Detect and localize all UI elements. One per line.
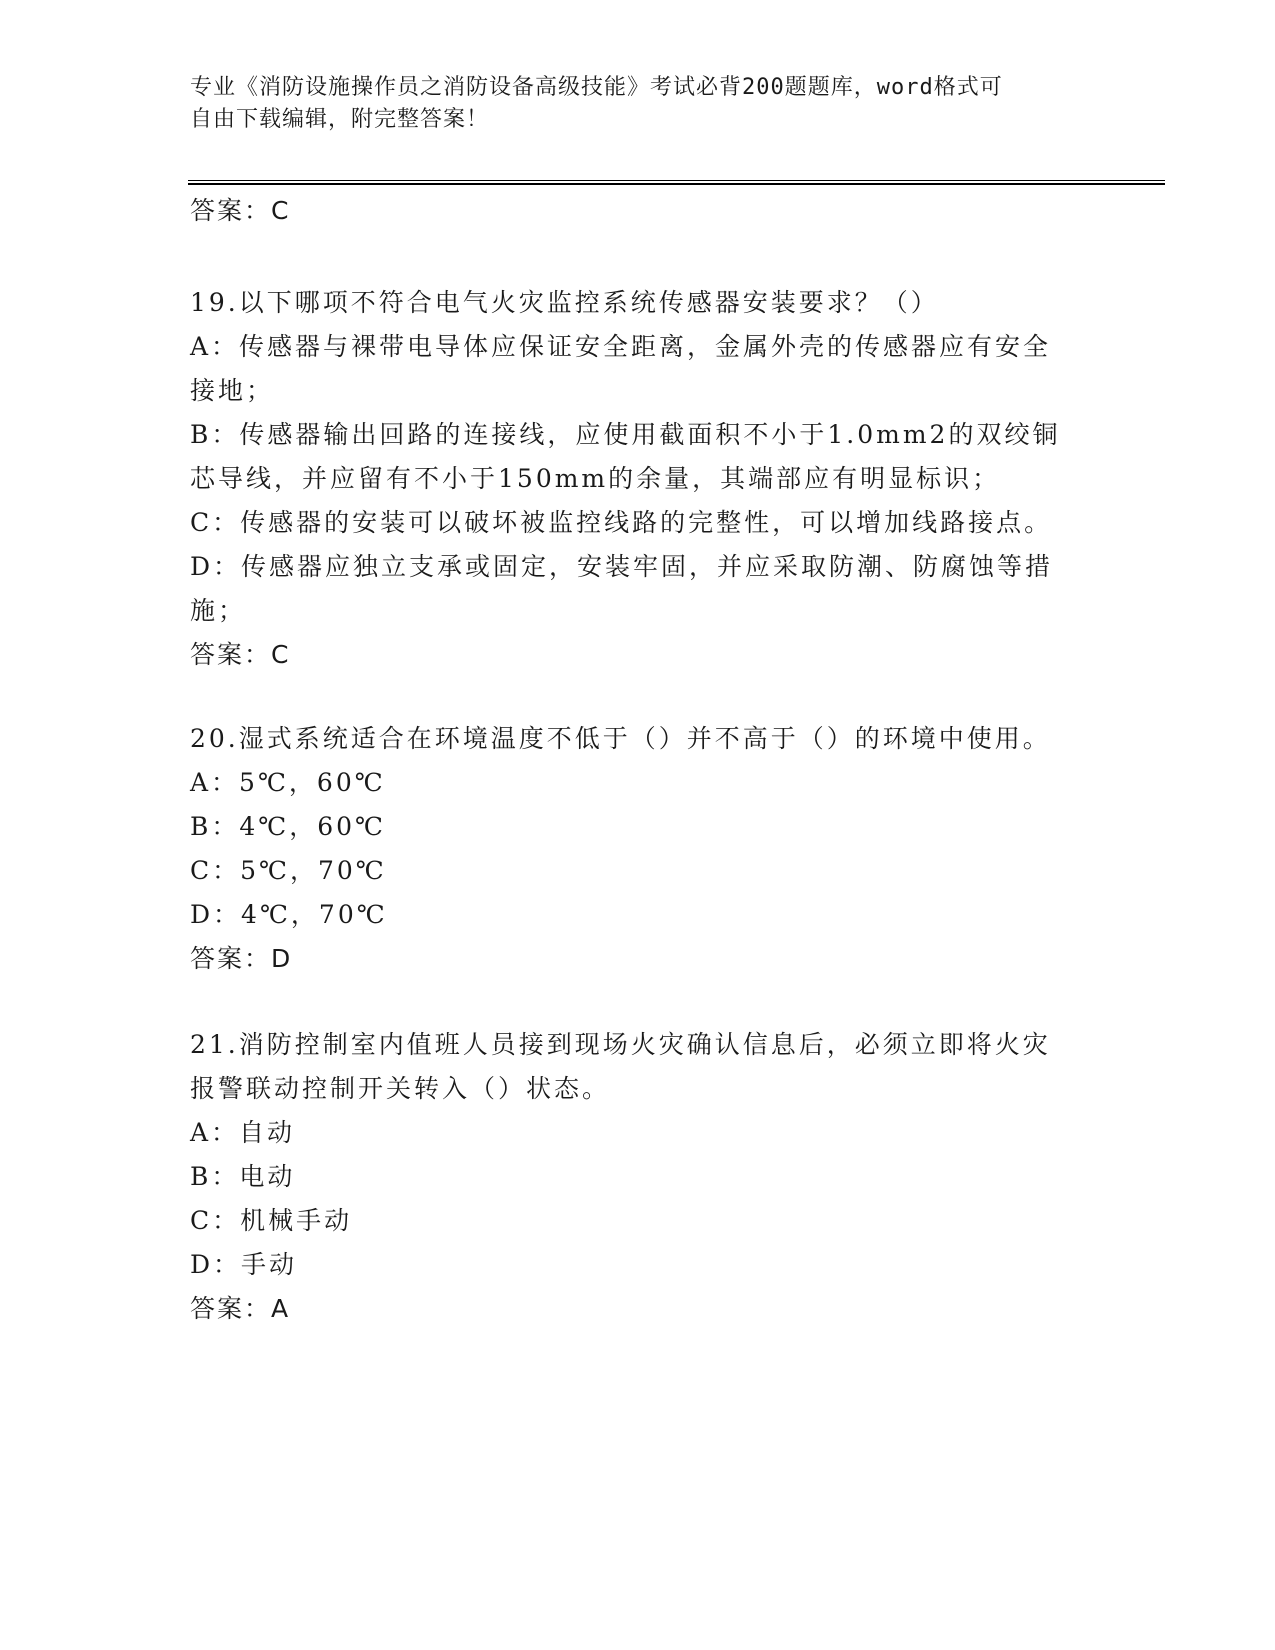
question-20-option-d: D：4℃，70℃ — [190, 900, 388, 929]
question-19-option-c: C：传感器的安装可以破坏被监控线路的完整性，可以增加线路接点。 — [190, 508, 1053, 537]
question-19-option-d: D：传感器应独立支承或固定，安装牢固，并应采取防潮、防腐蚀等措 — [190, 552, 1054, 581]
question-20-option-c: C：5℃，70℃ — [190, 856, 387, 885]
header-divider-thin — [188, 180, 1165, 181]
header-title-line-2: 自由下载编辑，附完整答案！ — [190, 107, 490, 132]
question-19-option-d-cont: 施； — [190, 596, 247, 625]
question-19-option-b-cont: 芯导线，并应留有不小于150mm的余量，其端部应有明显标识； — [190, 464, 1001, 493]
header-title-line-1: 专业《消防设施操作员之消防设备高级技能》考试必背200题题库，word格式可 — [190, 75, 1003, 100]
question-19-option-a-cont: 接地； — [190, 376, 275, 405]
question-21-answer: 答案：A — [190, 1294, 291, 1323]
question-21-option-b: B：电动 — [190, 1162, 296, 1191]
question-21-stem-cont: 报警联动控制开关转入（）状态。 — [190, 1074, 611, 1103]
answer-line: 答案：C — [190, 196, 291, 225]
question-19-stem: 19.以下哪项不符合电气火灾监控系统传感器安装要求？（） — [190, 288, 939, 317]
question-21-option-d: D：手动 — [190, 1250, 298, 1279]
question-20-stem: 20.湿式系统适合在环境温度不低于（）并不高于（）的环境中使用。 — [190, 724, 1051, 753]
question-21-option-a: A：自动 — [190, 1118, 296, 1147]
header-divider-thick — [188, 183, 1165, 185]
question-19-answer: 答案：C — [190, 640, 291, 669]
question-20-option-b: B：4℃，60℃ — [190, 812, 387, 841]
question-21-stem: 21.消防控制室内值班人员接到现场火灾确认信息后，必须立即将火灾 — [190, 1030, 1051, 1059]
question-19-option-b: B：传感器输出回路的连接线，应使用截面积不小于1.0mm2的双绞铜 — [190, 420, 1061, 449]
question-20-option-a: A：5℃，60℃ — [190, 768, 386, 797]
question-19-option-a: A：传感器与裸带电导体应保证安全距离，金属外壳的传感器应有安全 — [190, 332, 1052, 361]
question-21-option-c: C：机械手动 — [190, 1206, 353, 1235]
page-header — [190, 72, 1090, 136]
question-20-answer: 答案：D — [190, 944, 293, 973]
